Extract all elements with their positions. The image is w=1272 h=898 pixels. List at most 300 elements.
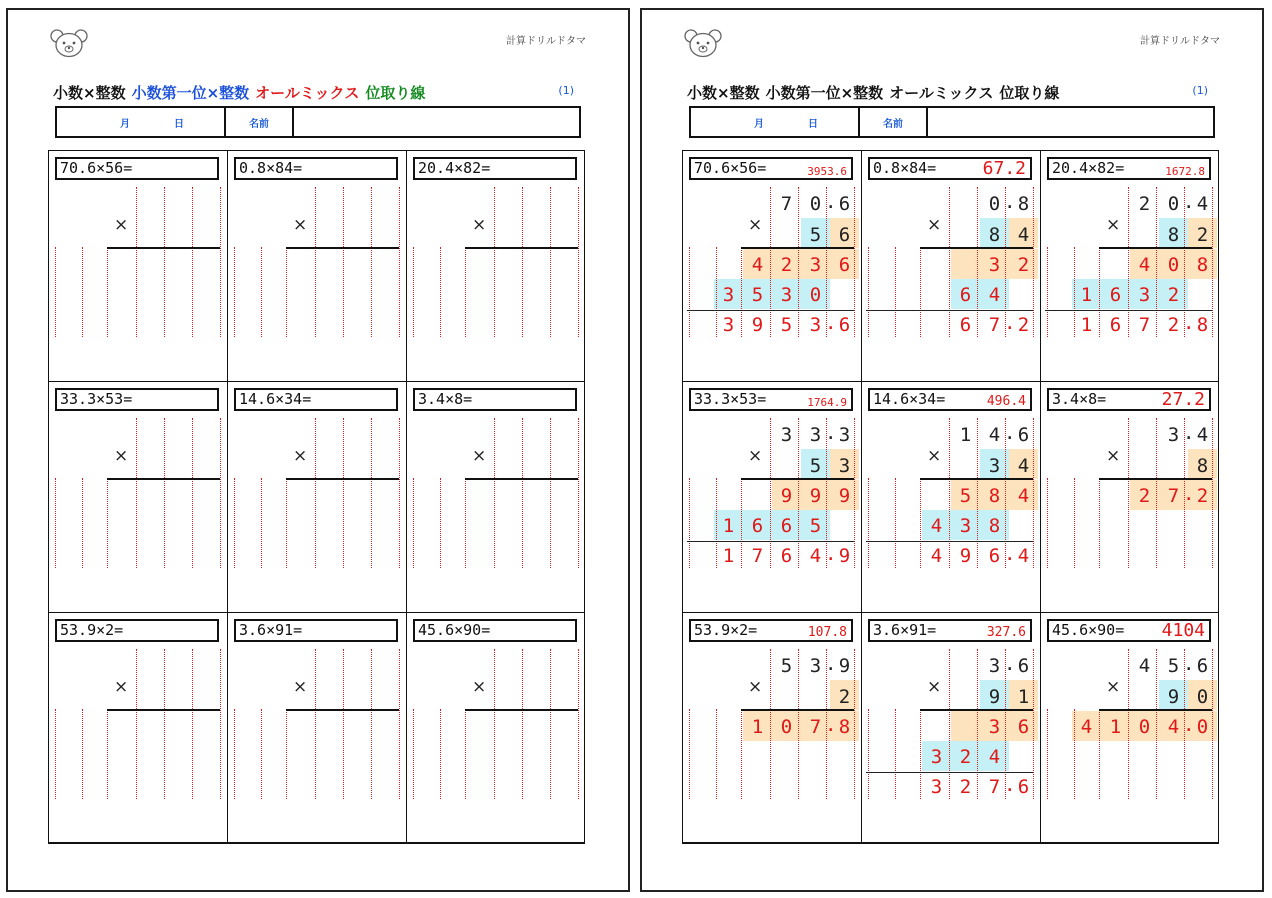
answer-text: 327.6: [986, 625, 1026, 640]
digit: 2: [1138, 193, 1151, 215]
place-value-guide: [413, 709, 414, 799]
place-value-guide: [286, 247, 287, 337]
decimal-point: .: [1183, 714, 1195, 736]
place-value-guide: [220, 418, 221, 568]
multiply-rule: [465, 247, 578, 249]
problem-box: [55, 619, 219, 642]
place-value-guide: [1047, 247, 1048, 337]
answer-sheet: [640, 8, 1264, 892]
digit: 8: [1196, 314, 1209, 336]
place-value-guide: [689, 478, 690, 568]
name-label: 名前: [860, 108, 928, 136]
digit: 6: [780, 545, 793, 567]
brand-label: 計算ドリルドタマ: [1140, 36, 1220, 47]
place-value-guide: [920, 478, 921, 568]
digit: 5: [780, 314, 793, 336]
problem-box: [413, 619, 577, 642]
problem-text: 14.6×34=: [239, 390, 312, 408]
digit: 3: [809, 314, 822, 336]
digit: 7: [780, 193, 793, 215]
digit: 7: [1167, 485, 1180, 507]
digit: 8: [988, 224, 1001, 246]
place-value-guide: [413, 478, 414, 568]
digit: 9: [780, 485, 793, 507]
sum-rule: [866, 541, 1033, 542]
day-label: 日: [174, 118, 184, 130]
digit: 8: [988, 515, 1001, 537]
problem-cell: [407, 382, 585, 613]
digit: 3: [838, 455, 851, 477]
multiply-sign: ×: [748, 446, 763, 466]
place-value-guide: [234, 247, 235, 337]
problem-cell: [49, 151, 228, 382]
multiply-rule: [107, 478, 220, 480]
place-value-guide: [494, 187, 495, 337]
digit: 3: [809, 424, 822, 446]
digit: 2: [1196, 224, 1209, 246]
place-value-guide: [895, 247, 896, 337]
bear-logo-icon: [50, 28, 88, 58]
digit: 2: [780, 254, 793, 276]
multiply-rule: [286, 709, 399, 711]
digit: 2: [1196, 485, 1209, 507]
month-label: 月: [754, 118, 764, 130]
month-label: 月: [120, 118, 130, 130]
digit: 5: [809, 224, 822, 246]
problem-cell: [1041, 151, 1219, 382]
digit: 2: [959, 746, 972, 768]
digit: 6: [1017, 424, 1030, 446]
digit: 3: [988, 455, 1001, 477]
problem-text: 20.4×82=: [1052, 159, 1125, 177]
name-date-box: [55, 106, 581, 138]
place-value-guide: [1128, 418, 1129, 568]
problem-box: [689, 388, 853, 411]
problem-text: 53.9×2=: [60, 621, 124, 639]
place-value-guide: [578, 187, 579, 337]
multiply-sign: ×: [293, 446, 308, 466]
problem-cell: [1041, 382, 1219, 613]
decimal-point: .: [1004, 653, 1016, 675]
digit: 3: [722, 284, 735, 306]
problem-text: 3.6×91=: [239, 621, 303, 639]
digit: 6: [1017, 716, 1030, 738]
multiply-sign: ×: [293, 215, 308, 235]
problem-text: 70.6×56=: [694, 159, 767, 177]
digit: 1: [722, 515, 735, 537]
place-value-guide: [399, 418, 400, 568]
digit: 3: [988, 655, 1001, 677]
multiply-sign: ×: [927, 677, 942, 697]
decimal-point: .: [825, 191, 837, 213]
digit: 7: [988, 776, 1001, 798]
date-field[interactable]: [57, 108, 226, 136]
digit: 8: [1167, 224, 1180, 246]
problem-text: 3.4×8=: [1052, 390, 1107, 408]
digit: 7: [751, 545, 764, 567]
place-value-guide: [343, 187, 344, 337]
place-value-guide: [82, 247, 83, 337]
place-value-guide: [55, 247, 56, 337]
answer-text: 496.4: [986, 394, 1026, 409]
place-value-guide: [192, 649, 193, 799]
digit: 4: [1138, 655, 1151, 677]
place-value-guide: [1047, 478, 1048, 568]
digit: 0: [1196, 686, 1209, 708]
decimal-point: .: [1004, 422, 1016, 444]
place-value-guide: [136, 187, 137, 337]
place-value-guide: [261, 247, 262, 337]
worksheet-title: [53, 82, 431, 103]
multiply-sign: ×: [927, 446, 942, 466]
digit: 6: [838, 224, 851, 246]
digit: 0: [988, 193, 1001, 215]
date-field[interactable]: [691, 108, 860, 136]
problem-box: [234, 619, 398, 642]
problem-box: [868, 388, 1032, 411]
digit: 6: [1196, 655, 1209, 677]
place-value-guide: [164, 187, 165, 337]
multiply-rule: [107, 247, 220, 249]
place-value-guide: [440, 247, 441, 337]
multiply-sign: ×: [472, 215, 487, 235]
title-part: オールミックス: [255, 84, 360, 102]
decimal-point: .: [1183, 312, 1195, 334]
digit: 4: [1017, 485, 1030, 507]
place-value-guide: [895, 478, 896, 568]
digit: 4: [1017, 455, 1030, 477]
digit: 3: [780, 284, 793, 306]
problem-box: [55, 388, 219, 411]
problem-cell: [683, 613, 862, 843]
multiply-sign: ×: [748, 215, 763, 235]
problem-text: 20.4×82=: [418, 159, 491, 177]
place-value-guide: [55, 478, 56, 568]
place-value-guide: [261, 478, 262, 568]
problem-text: 45.6×90=: [1052, 621, 1125, 639]
sheet-number: (1): [1192, 84, 1208, 97]
problem-text: 45.6×90=: [418, 621, 491, 639]
digit: 3: [722, 314, 735, 336]
digit: 4: [1017, 224, 1030, 246]
digit: 6: [1017, 655, 1030, 677]
place-value-guide: [578, 418, 579, 568]
digit: 0: [1138, 716, 1151, 738]
title-part: 小数第一位×整数: [765, 84, 884, 102]
place-value-guide: [550, 649, 551, 799]
day-label: 日: [808, 118, 818, 130]
decimal-point: .: [1183, 483, 1195, 505]
answer-text: 27.2: [1161, 389, 1205, 410]
multiply-rule: [107, 709, 220, 711]
place-value-guide: [522, 187, 523, 337]
digit: 4: [930, 515, 943, 537]
digit: 6: [838, 254, 851, 276]
digit: 3: [1138, 284, 1151, 306]
sum-rule: [687, 541, 854, 542]
digit: 0: [809, 284, 822, 306]
place-value-guide: [164, 418, 165, 568]
decimal-point: .: [1004, 312, 1016, 334]
multiply-rule: [286, 478, 399, 480]
digit: 4: [1196, 424, 1209, 446]
digit: 6: [1109, 314, 1122, 336]
multiply-rule: [465, 478, 578, 480]
digit: 3: [988, 716, 1001, 738]
place-value-guide: [55, 709, 56, 799]
digit: 7: [809, 716, 822, 738]
place-value-guide: [343, 649, 344, 799]
digit: 6: [780, 515, 793, 537]
problem-box: [1047, 388, 1211, 411]
digit: 5: [780, 655, 793, 677]
place-value-guide: [465, 709, 466, 799]
digit: 1: [1080, 284, 1093, 306]
problem-text: 0.8×84=: [239, 159, 303, 177]
digit: 4: [930, 545, 943, 567]
digit: 6: [838, 314, 851, 336]
place-value-guide: [494, 649, 495, 799]
digit: 1: [1109, 716, 1122, 738]
problem-text: 53.9×2=: [694, 621, 758, 639]
multiply-sign: ×: [472, 446, 487, 466]
problem-box: [1047, 619, 1211, 642]
place-value-guide: [82, 709, 83, 799]
digit: 0: [1167, 193, 1180, 215]
place-value-guide: [494, 418, 495, 568]
decimal-point: .: [1183, 653, 1195, 675]
place-value-guide: [371, 649, 372, 799]
problem-box: [868, 619, 1032, 642]
sum-rule: [866, 310, 1033, 311]
place-value-guide: [399, 187, 400, 337]
title-part: 小数第一位×整数: [131, 84, 250, 102]
problem-cell: [683, 382, 862, 613]
answer-text: 1672.8: [1165, 165, 1205, 178]
decimal-point: .: [1004, 774, 1016, 796]
place-value-guide: [164, 649, 165, 799]
multiply-rule: [465, 709, 578, 711]
problem-cell: [228, 382, 407, 613]
worksheet-title: [687, 82, 1065, 103]
bear-logo-icon: [684, 28, 722, 58]
digit: 4: [1080, 716, 1093, 738]
multiply-sign: ×: [927, 215, 942, 235]
digit: 2: [1138, 485, 1151, 507]
place-value-guide: [440, 709, 441, 799]
problem-text: 33.3×53=: [60, 390, 133, 408]
digit: 2: [959, 776, 972, 798]
digit: 3: [930, 776, 943, 798]
place-value-guide: [741, 709, 742, 799]
name-field[interactable]: [294, 108, 579, 136]
place-value-guide: [192, 418, 193, 568]
digit: 3: [780, 424, 793, 446]
digit: 1: [1080, 314, 1093, 336]
digit: 8: [1017, 193, 1030, 215]
digit: 3: [930, 746, 943, 768]
place-value-guide: [107, 478, 108, 568]
digit: 8: [838, 716, 851, 738]
answer-text: 107.8: [807, 625, 847, 640]
digit: 2: [838, 686, 851, 708]
digit: 4: [988, 424, 1001, 446]
digit: 6: [1109, 284, 1122, 306]
place-value-guide: [465, 247, 466, 337]
place-value-guide: [716, 709, 717, 799]
multiply-sign: ×: [748, 677, 763, 697]
place-value-guide: [1099, 478, 1100, 568]
place-value-guide: [343, 418, 344, 568]
sum-rule: [687, 310, 854, 311]
name-label: 名前: [226, 108, 294, 136]
digit: 8: [988, 485, 1001, 507]
digit: 1: [751, 716, 764, 738]
place-value-guide: [522, 649, 523, 799]
problem-cell: [407, 151, 585, 382]
multiply-sign: ×: [114, 677, 129, 697]
multiply-sign: ×: [293, 677, 308, 697]
place-value-guide: [286, 709, 287, 799]
digit: 4: [1167, 716, 1180, 738]
digit: 2: [1167, 284, 1180, 306]
place-value-guide: [550, 187, 551, 337]
decimal-point: .: [825, 312, 837, 334]
place-value-guide: [868, 478, 869, 568]
sum-rule: [1045, 310, 1212, 311]
problem-box: [1047, 157, 1211, 180]
digit: 9: [838, 655, 851, 677]
decimal-point: .: [825, 714, 837, 736]
sum-rule: [866, 772, 1033, 773]
digit: 1: [722, 545, 735, 567]
problem-cell: [1041, 613, 1219, 843]
digit: 6: [959, 284, 972, 306]
place-value-guide: [315, 418, 316, 568]
multiply-sign: ×: [1106, 215, 1121, 235]
brand-label: 計算ドリルドタマ: [506, 36, 586, 47]
digit: 4: [1138, 254, 1151, 276]
problem-box: [55, 157, 219, 180]
digit: 7: [1138, 314, 1151, 336]
place-value-guide: [895, 709, 896, 799]
problem-cell: [49, 382, 228, 613]
place-value-guide: [689, 709, 690, 799]
place-value-guide: [868, 247, 869, 337]
digit: 4: [988, 284, 1001, 306]
problem-text: 3.4×8=: [418, 390, 473, 408]
sheet-number: (1): [558, 84, 574, 97]
problem-cell: [228, 151, 407, 382]
digit: 9: [809, 485, 822, 507]
digit: 4: [751, 254, 764, 276]
digit: 4: [1196, 193, 1209, 215]
digit: 2: [1017, 254, 1030, 276]
digit: 4: [1017, 545, 1030, 567]
answer-text: 3953.6: [807, 165, 847, 178]
digit: 4: [988, 746, 1001, 768]
multiply-sign: ×: [1106, 677, 1121, 697]
place-value-guide: [234, 478, 235, 568]
digit: 9: [838, 485, 851, 507]
problem-text: 3.6×91=: [873, 621, 937, 639]
digit: 5: [809, 455, 822, 477]
place-value-guide: [550, 418, 551, 568]
digit: 9: [959, 545, 972, 567]
place-value-guide: [315, 649, 316, 799]
digit: 5: [1167, 655, 1180, 677]
digit: 6: [838, 193, 851, 215]
digit: 7: [988, 314, 1001, 336]
digit: 3: [1167, 424, 1180, 446]
place-value-guide: [522, 418, 523, 568]
digit: 5: [809, 515, 822, 537]
digit: 4: [809, 545, 822, 567]
problem-box: [689, 619, 853, 642]
digit: 0: [809, 193, 822, 215]
decimal-point: .: [825, 422, 837, 444]
digit: 3: [838, 424, 851, 446]
digit: 6: [959, 314, 972, 336]
digit: 0: [1167, 254, 1180, 276]
title-part: 小数×整数: [53, 84, 126, 102]
problem-text: 33.3×53=: [694, 390, 767, 408]
place-value-guide: [440, 478, 441, 568]
digit: 2: [1167, 314, 1180, 336]
problem-cell: [49, 613, 228, 843]
place-value-guide: [107, 247, 108, 337]
answer-text: 4104: [1161, 620, 1205, 641]
title-part: 小数×整数: [687, 84, 760, 102]
place-value-guide: [578, 649, 579, 799]
problem-text: 70.6×56=: [60, 159, 133, 177]
problem-text: 0.8×84=: [873, 159, 937, 177]
problem-grid: [682, 150, 1219, 844]
multiply-sign: ×: [472, 677, 487, 697]
digit: 0: [1196, 716, 1209, 738]
place-value-guide: [868, 709, 869, 799]
place-value-guide: [220, 187, 221, 337]
place-value-guide: [82, 478, 83, 568]
digit: 1: [959, 424, 972, 446]
decimal-point: .: [1183, 191, 1195, 213]
problem-box: [413, 388, 577, 411]
problem-cell: [862, 151, 1041, 382]
digit: 3: [809, 655, 822, 677]
digit: 9: [1167, 686, 1180, 708]
place-value-guide: [261, 709, 262, 799]
problem-cell: [862, 382, 1041, 613]
decimal-point: .: [1004, 543, 1016, 565]
digit: 8: [1196, 455, 1209, 477]
place-value-guide: [315, 187, 316, 337]
digit: 3: [959, 515, 972, 537]
problem-cell: [683, 151, 862, 382]
place-value-guide: [286, 478, 287, 568]
place-value-guide: [1074, 478, 1075, 568]
digit: 6: [988, 545, 1001, 567]
digit: 9: [988, 686, 1001, 708]
problem-cell: [228, 613, 407, 843]
name-field[interactable]: [928, 108, 1213, 136]
multiply-rule: [286, 247, 399, 249]
place-value-guide: [1047, 709, 1048, 799]
place-value-guide: [371, 418, 372, 568]
digit: 5: [751, 284, 764, 306]
problem-box: [234, 157, 398, 180]
place-value-guide: [399, 649, 400, 799]
name-date-box: [689, 106, 1215, 138]
